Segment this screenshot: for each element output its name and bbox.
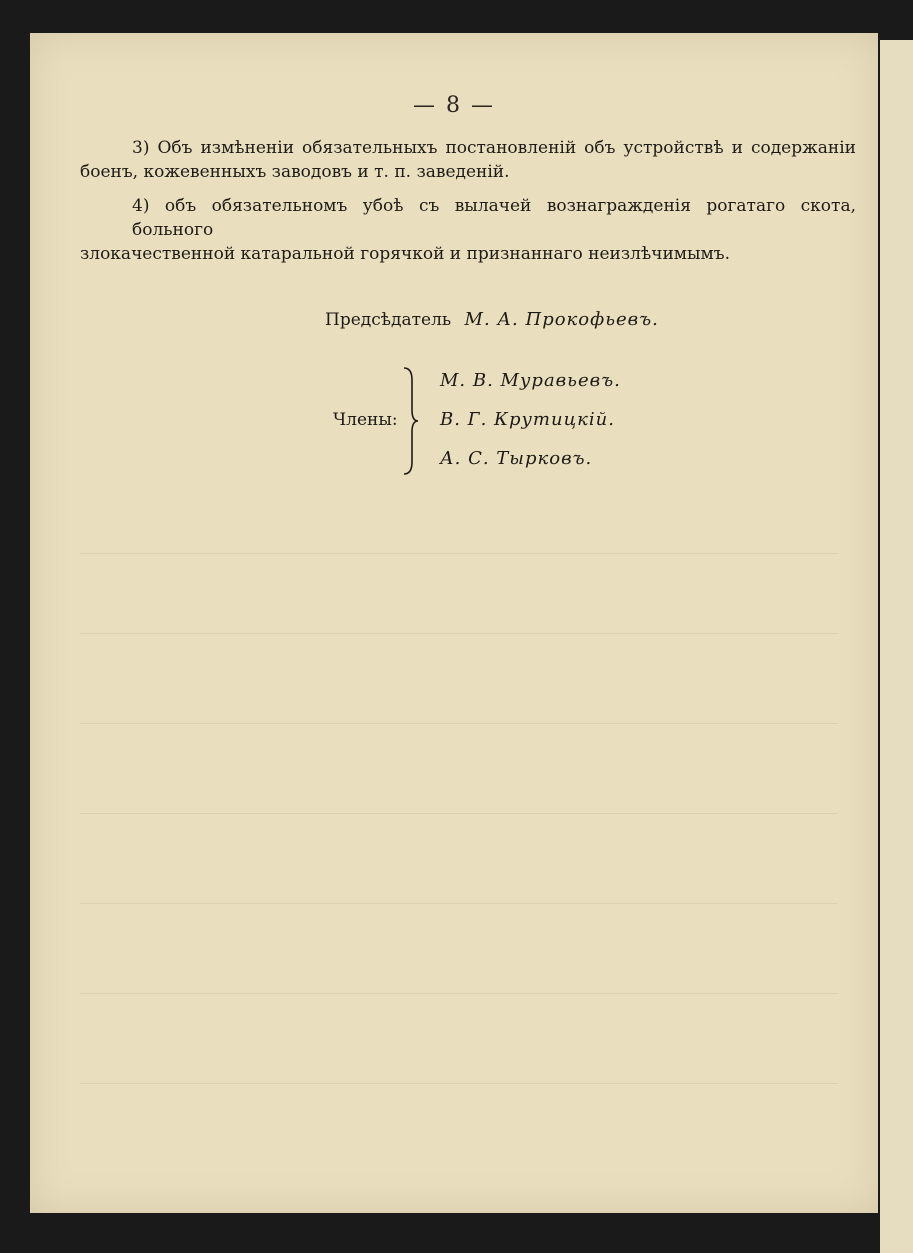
item-3-line-1: 3) Объ измѣненіи обязательныхъ постановленій объ устройствѣ и содержаніи bbox=[132, 138, 856, 158]
members-brace bbox=[400, 366, 420, 476]
chairman-line bbox=[325, 309, 659, 330]
chairman-label: Предсѣдатель bbox=[325, 310, 452, 330]
members-label: Члены: bbox=[333, 410, 398, 430]
member-name: В. Г. Крутицкій. bbox=[440, 409, 615, 430]
paragraph-item-4 bbox=[80, 194, 856, 266]
document-page bbox=[30, 33, 878, 1213]
page-number: — 8 — bbox=[413, 93, 495, 118]
item-4-line-1: 4) объ обязательномъ убоѣ съ вылачей вознагражденія рогатаго скота, больного bbox=[132, 196, 856, 240]
item-3-line-2: боенъ, кожевенныхъ заводовъ и т. п. заведеній. bbox=[80, 162, 510, 182]
member-name: А. С. Тырковъ. bbox=[440, 448, 593, 469]
chairman-signature: М. А. Прокофьевъ. bbox=[464, 309, 659, 330]
adjacent-page-strip bbox=[880, 40, 913, 1253]
member-name: М. В. Муравьевъ. bbox=[440, 370, 621, 391]
item-4-line-2: злокачественной катаральной горячкой и признаннаго неизлѣчимымъ. bbox=[80, 244, 730, 264]
paragraph-item-3 bbox=[80, 136, 856, 184]
